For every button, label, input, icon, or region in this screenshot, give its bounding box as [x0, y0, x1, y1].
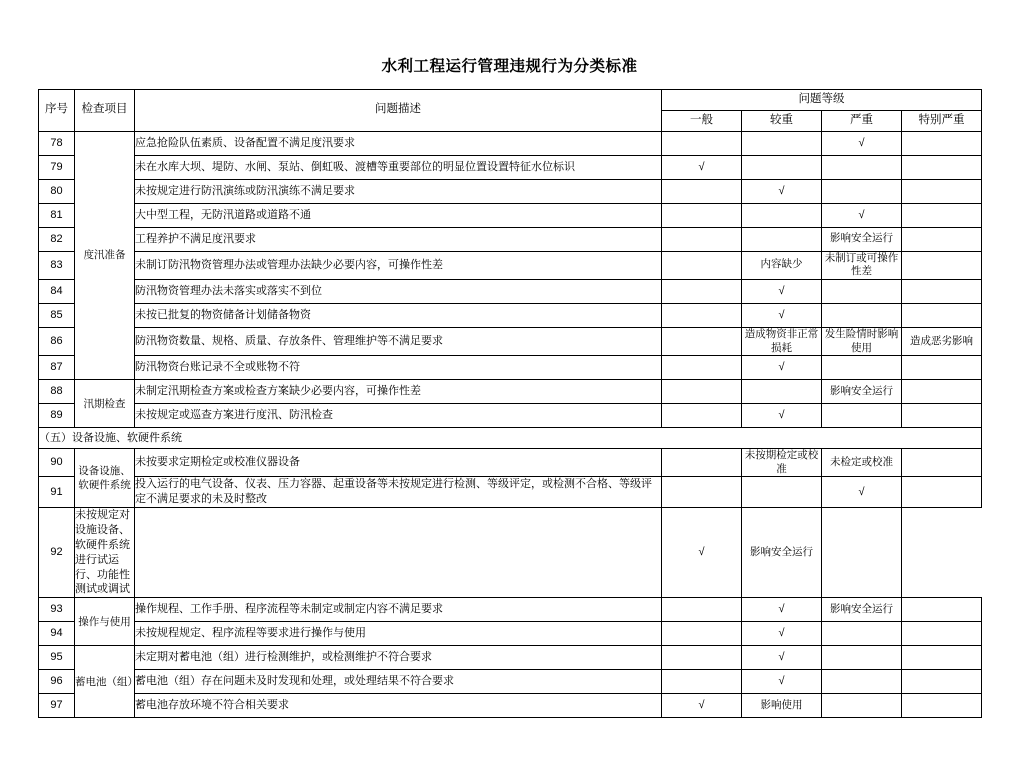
cell-seq: 83	[39, 251, 75, 279]
cell-level-moderate: 内容缺少	[742, 251, 822, 279]
cell-description: 未按已批复的物资储备计划储备物资	[135, 303, 662, 327]
cell-level-severe: 影响安全运行	[742, 508, 822, 598]
violation-classification-table	[38, 89, 982, 719]
cell-level-moderate	[742, 227, 822, 251]
cell-level-general	[662, 131, 742, 155]
cell-level-moderate: √	[742, 646, 822, 670]
column-header-seq: 序号	[39, 89, 75, 131]
cell-level-general	[662, 622, 742, 646]
table-row	[39, 131, 982, 155]
cell-level-moderate: √	[742, 670, 822, 694]
cell-level-extreme	[902, 155, 982, 179]
cell-seq: 82	[39, 227, 75, 251]
cell-level-extreme	[902, 356, 982, 380]
cell-level-moderate	[742, 380, 822, 404]
cell-check-item: 度汛准备	[75, 131, 135, 380]
cell-description: 操作规程、工作手册、程序流程等未制定或制定内容不满足要求	[135, 598, 662, 622]
cell-level-general	[662, 404, 742, 428]
cell-level-extreme	[902, 646, 982, 670]
cell-level-moderate: 影响使用	[742, 694, 822, 718]
table-row	[39, 622, 982, 646]
table-row	[39, 356, 982, 380]
column-header-level-severe: 严重	[822, 110, 902, 131]
cell-level-extreme	[902, 598, 982, 622]
cell-level-moderate: 未按期检定或校准	[742, 449, 822, 477]
cell-description: 未在水库大坝、堤防、水闸、泵站、倒虹吸、渡槽等重要部位的明显位置设置特征水位标识	[135, 155, 662, 179]
cell-level-extreme	[902, 279, 982, 303]
cell-level-moderate: √	[742, 356, 822, 380]
cell-level-severe	[822, 356, 902, 380]
cell-level-extreme	[902, 404, 982, 428]
cell-description: 未制定汛期检查方案或检查方案缺少必要内容，可操作性差	[135, 380, 662, 404]
cell-seq: 80	[39, 179, 75, 203]
cell-level-general	[662, 670, 742, 694]
cell-description: 投入运行的电气设备、仪表、压力容器、起重设备等未按规定进行检测、等级评定，或检测不合格、等级评定不满足要求的未及时整改	[135, 477, 662, 508]
cell-level-moderate	[742, 131, 822, 155]
column-header-level-general: 一般	[662, 110, 742, 131]
cell-level-moderate: √	[742, 179, 822, 203]
cell-level-general	[662, 251, 742, 279]
cell-description: 未按规程规定、程序流程等要求进行操作与使用	[135, 622, 662, 646]
cell-seq: 91	[39, 477, 75, 508]
cell-check-item: 汛期检查	[75, 380, 135, 428]
cell-level-moderate	[742, 203, 822, 227]
table-row	[39, 646, 982, 670]
cell-seq: 85	[39, 303, 75, 327]
cell-seq: 88	[39, 380, 75, 404]
cell-description: 防汛物资管理办法未落实或落实不到位	[135, 279, 662, 303]
cell-level-severe	[822, 694, 902, 718]
cell-seq: 94	[39, 622, 75, 646]
table-row	[39, 449, 982, 477]
cell-seq: 92	[39, 508, 75, 598]
column-header-level-extreme: 特别严重	[902, 110, 982, 131]
cell-description: 防汛物资台账记录不全或账物不符	[135, 356, 662, 380]
cell-level-general	[662, 598, 742, 622]
table-row	[39, 155, 982, 179]
cell-seq: 86	[39, 327, 75, 355]
cell-check-item: 操作与使用	[75, 598, 135, 646]
cell-description: 工程养护不满足度汛要求	[135, 227, 662, 251]
cell-level-severe: 影响安全运行	[822, 598, 902, 622]
table-body	[39, 131, 982, 718]
cell-level-moderate	[742, 155, 822, 179]
cell-level-general	[662, 380, 742, 404]
cell-check-item: 蓄电池（组）	[75, 646, 135, 718]
cell-description: 未定期对蓄电池（组）进行检测维护，或检测维护不符合要求	[135, 646, 662, 670]
cell-level-severe	[822, 279, 902, 303]
cell-description: 未按规定或巡查方案进行度汛、防汛检查	[135, 404, 662, 428]
cell-level-extreme: 造成恶劣影响	[902, 327, 982, 355]
table-row	[39, 694, 982, 718]
cell-description: 应急抢险队伍素质、设备配置不满足度汛要求	[135, 131, 662, 155]
cell-level-moderate: √	[742, 622, 822, 646]
table-row	[39, 327, 982, 355]
cell-level-general	[662, 179, 742, 203]
cell-level-extreme	[902, 251, 982, 279]
table-row	[39, 404, 982, 428]
cell-level-severe: √	[822, 477, 902, 508]
cell-seq: 93	[39, 598, 75, 622]
cell-level-general	[662, 646, 742, 670]
cell-level-severe: 未制订或可操作性差	[822, 251, 902, 279]
cell-level-general	[135, 508, 662, 598]
table-row	[39, 227, 982, 251]
cell-check-item: 设备设施、软硬件系统	[75, 449, 135, 508]
cell-level-severe: √	[822, 131, 902, 155]
cell-seq: 84	[39, 279, 75, 303]
cell-level-moderate: √	[662, 508, 742, 598]
cell-seq: 95	[39, 646, 75, 670]
cell-level-extreme	[902, 694, 982, 718]
cell-level-extreme	[902, 179, 982, 203]
page-title: 水利工程运行管理违规行为分类标准	[381, 58, 638, 75]
cell-level-general	[662, 203, 742, 227]
cell-level-extreme	[902, 203, 982, 227]
section-label: （五）设备设施、软硬件系统	[39, 428, 982, 449]
table-row	[39, 203, 982, 227]
cell-description: 大中型工程，无防汛道路或道路不通	[135, 203, 662, 227]
table-row	[39, 380, 982, 404]
table-row	[39, 598, 982, 622]
cell-level-severe: 影响安全运行	[822, 380, 902, 404]
table-row	[39, 279, 982, 303]
cell-level-extreme	[902, 227, 982, 251]
document-page	[0, 58, 1019, 757]
cell-description: 未制订防汛物资管理办法或管理办法缺少必要内容，可操作性差	[135, 251, 662, 279]
column-header-level-moderate: 较重	[742, 110, 822, 131]
cell-description: 未按规定进行防汛演练或防汛演练不满足要求	[135, 179, 662, 203]
cell-level-extreme	[822, 508, 902, 598]
table-row	[39, 179, 982, 203]
cell-seq: 97	[39, 694, 75, 718]
cell-level-extreme	[902, 622, 982, 646]
cell-seq: 89	[39, 404, 75, 428]
cell-level-severe: 发生险情时影响使用	[822, 327, 902, 355]
cell-level-moderate: √	[742, 303, 822, 327]
cell-description: 蓄电池（组）存在问题未及时发现和处理，或处理结果不符合要求	[135, 670, 662, 694]
cell-description: 防汛物资数量、规格、质量、存放条件、管理维护等不满足要求	[135, 327, 662, 355]
cell-level-severe	[822, 670, 902, 694]
cell-level-severe: 未检定或校准	[822, 449, 902, 477]
cell-description: 未按要求定期检定或校准仪器设备	[135, 449, 662, 477]
cell-level-general	[662, 279, 742, 303]
cell-level-extreme	[902, 380, 982, 404]
cell-level-moderate: √	[742, 404, 822, 428]
table-row	[39, 508, 982, 598]
cell-level-severe	[822, 155, 902, 179]
cell-level-general: √	[662, 694, 742, 718]
cell-level-general	[662, 227, 742, 251]
table-header	[39, 89, 982, 131]
cell-level-severe	[822, 646, 902, 670]
cell-level-extreme	[902, 477, 982, 508]
cell-level-extreme	[902, 449, 982, 477]
table-row	[39, 477, 982, 508]
column-header-description: 问题描述	[135, 89, 662, 131]
cell-level-severe: √	[822, 203, 902, 227]
table-section-row	[39, 428, 982, 449]
cell-level-extreme	[902, 303, 982, 327]
cell-level-general	[662, 327, 742, 355]
cell-level-severe	[822, 622, 902, 646]
cell-level-general	[662, 477, 742, 508]
cell-level-severe	[822, 404, 902, 428]
cell-level-extreme	[902, 131, 982, 155]
cell-level-moderate: √	[742, 598, 822, 622]
cell-seq: 90	[39, 449, 75, 477]
cell-level-general	[662, 303, 742, 327]
cell-level-moderate: √	[742, 279, 822, 303]
table-row	[39, 670, 982, 694]
cell-seq: 87	[39, 356, 75, 380]
table-row	[39, 303, 982, 327]
table-row	[39, 251, 982, 279]
cell-seq: 79	[39, 155, 75, 179]
cell-description: 蓄电池存放环境不符合相关要求	[135, 694, 662, 718]
cell-level-general	[662, 356, 742, 380]
column-header-level-group: 问题等级	[662, 89, 982, 110]
cell-level-severe	[822, 179, 902, 203]
cell-level-general: √	[662, 155, 742, 179]
cell-level-moderate: 造成物资非正常损耗	[742, 327, 822, 355]
cell-seq: 78	[39, 131, 75, 155]
cell-seq: 81	[39, 203, 75, 227]
cell-seq: 96	[39, 670, 75, 694]
cell-level-general	[662, 449, 742, 477]
cell-level-severe	[822, 303, 902, 327]
cell-description: 未按规定对设施设备、软硬件系统进行试运行、功能性测试或调试	[75, 508, 135, 598]
cell-level-moderate	[742, 477, 822, 508]
cell-level-extreme	[902, 670, 982, 694]
column-header-item: 检查项目	[75, 89, 135, 131]
cell-level-severe: 影响安全运行	[822, 227, 902, 251]
